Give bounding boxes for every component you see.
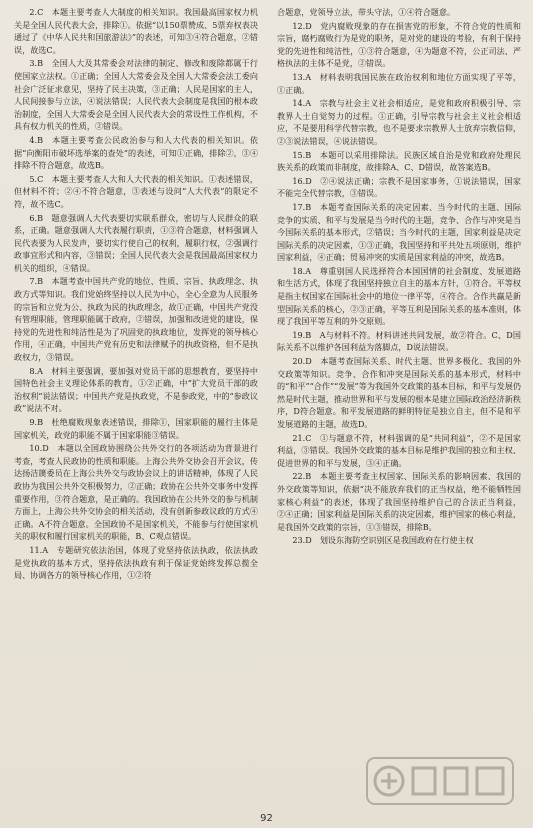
answer-paragraph: 7.B 本题考查中国共产党的地位、性质、宗旨、执政理念、执政方式等知识。我们党始终坚持以人民为中心，全心全意为人民服务的宗旨和立党为公、执政为民的执政理念，故①正确，中国共产党没有管理职能，管理职能属于政府，②错误，加强和改进党的建设，保持党的先进性和纯洁性是为了巩固党的执政地位，发挥党的领导核心作用，④正确，中国共产党有历史和法律赋予的执政资格，但不是执政权力，③错误。 [14, 276, 258, 363]
answer-paragraph: 21.C ①与题意不符，材料强调的是“共同利益”，②不是国家利益，③错误。我国外交政策的基本目标是维护我国的独立和主权、促进世界的和平与发展，③④正确。 [277, 432, 521, 468]
answer-paragraph: 8.A 材料主要强调，要加强对党员干部的思想教育，要坚持中国特色社会主义理论体系的教育，①②正确，中“扩大党员干部的政治权利”说法错误；中国共产党是执政党，不是参政党，中的“参政议政”说法不对。 [14, 365, 258, 414]
answer-paragraph: 20.D 本题考查国际关系、时代主题、世界多极化、我国的外交政策等知识。竞争、合作和冲突是国际关系的基本形式，材料中的“和平”“合作”“发展”等为我国外交政策的基本目标，和平与发展仍然是时代主题，推动世界和平与发展的根本是建立国际政治经济新秩序，D符合题意。和平发展道路的鲜明特征是独立自主，但不是和平发展道路的主题，故选D。 [277, 356, 521, 429]
answer-paragraph: 18.A 尊重别国人民选择符合本国国情的社会制度、发展道路和生活方式，体现了我国坚持独立自主的基本方针，①符合。平等权是指主权国家在国际社会中的地位一律平等，④符合。合作共赢是新型国际关系的核心，②③正确，平等互利是国际关系的基本准则，体现了我国平等互利的外交原则。 [277, 265, 521, 327]
page-number: 92 [260, 813, 273, 824]
answer-paragraph: 6.B 题意强调人大代表要切实联系群众，密切与人民群众的联系，正确。题意强调人大代表履行职责，①③符合题意，材料强调人民代表要为人民发声，要切实行使自己的权利，履职行权，②强调行政事宜形式和内容，③错误；全国人民代表大会是我国最高国家权力机关的组织，④错误。 [14, 212, 258, 273]
answer-paragraph: 16.D ②④说法正确；宗教不是国家事务，①说法错误，国家不能完全代替宗教，③错误。 [277, 175, 521, 199]
left-column [14, 6, 258, 806]
answer-paragraph: 12.D 党内腐败现象的存在损害党的形象，不符合党的性质和宗旨，腐朽腐败行为是党的职务，是对党的建设的考验，有利于保持党的先进性和纯洁性，①③符合题意，④为题意不符，公正司法、严格执法的主体不是党，②错误。 [277, 20, 521, 69]
answer-paragraph: 9.B 杜绝腐败现象表述错误，排除①，国家职能的履行主体是国家机关，政党的职能不属于国家职能③错误。 [14, 417, 258, 440]
answer-paragraph: 14.A 宗教与社会主义社会相适应，是党和政府积极引导、宗教界人士自觉努力的过程。①正确，引导宗教与社会主义社会相适应，不是要用科学代替宗教，也不是要求宗教界人士放弃宗教信仰，②③说法错误，④说法错误。 [277, 98, 521, 146]
answer-paragraph: 19.B A与材料不符。材料讲述共同发展，故②符合。C、D国际关系不以维护各国利益为落脚点，D说法错误。 [277, 329, 521, 353]
answer-paragraph: 23.D 划设东海防空识别区是我国政府在行使主权 [292, 535, 474, 546]
answer-paragraph: 15.B 本题可以采用排除法。民族区域自治是党和政府处理民族关系的政策而非制度，故排除A、C、D错误，故答案选B。 [277, 149, 521, 173]
answer-paragraph: 合题意，党领导立法，带头守法，①④符合题意。 [277, 7, 456, 17]
answer-paragraph: 2.C 本题主要考查人大制度的相关知识。我国最高国家权力机关是全国人民代表大会，排除①。依据“以150票赞成、5票弃权表决通过了《中华人民共和国旅游法》”的表述，可知③④符合题意，②错误，故选C。 [14, 7, 258, 55]
answer-paragraph: 5.C 本题主要考查人大和人大代表的相关知识。①表述错误，但材料不符；②④不符合题意，③表述与设问“人大代表”的限定不符，故不选C。 [14, 173, 258, 209]
answer-paragraph: 11.A 专题研究依法治国，体现了党坚持依法执政，依法执政是党执政的基本方式，坚持依法执政有利于保证党始终发挥总揽全局、协调各方的领导核心作用，①②符 [14, 544, 258, 581]
answer-paragraph: 13.A 材料表明我国民族在政治权利和地位方面实现了平等，①正确。 [277, 71, 521, 95]
answer-paragraph: 17.B 本题考查国际关系的决定因素、当今时代的主题、国际竞争的实质、和平与发展是当今时代的主题，竞争、合作与冲突是当今国际关系的基本形式，②错误；当今时代的主题，国家利益是决定国际关系的决定因素，①③正确，我国坚持和平共处五项原则，维护国家利益，④正确；贸易冲突的实质是国家利益的冲突，故选B。 [277, 201, 521, 263]
answer-paragraph: 4.B 本题主要考查公民政治参与和人大代表的相关知识。依据“向衡阳市破坏选举案的查处”的表述，可知①正确，排除②，③④排除不符合题意，故选B。 [14, 134, 258, 171]
answer-paragraph: 22.B 本题主要考查主权国家、国际关系的影响因素、我国的外交政策等知识，依据“决不能放弃我们的正当权益，绝不能牺牲国家核心利益”的表述，体现了我国坚持维护自己的合法正当利益，②④正确；国家利益是国际关系的决定因素，维护国家的核心利益，是我国外交政策的宗旨，①③错误，排除B。 [277, 471, 521, 532]
right-column [277, 6, 521, 806]
answer-paragraph: 10.D 本题以全国政协围绕公共外交行的各项活动为背景进行考查，考查人民政协的性质和职能。上海公共外交协会召开会议，传达扬洁篪委员在上海公共外交与政协会议上的讲话精神，体现了人民政协为我国公共外交积极努力，②正确；政协在公共外交事务中发挥重要作用，③符合题意，是正确的。我国政协在公共外交的参与机制方面上，上海公共外交协会的相关活动，没有创新参政议政的方式④正确。A不符合题意。全国政协不是国家机关，不能参与行使国家机关的职权和履行国家机关的职能，B、C观点错误。 [14, 443, 258, 542]
watermark-logo [365, 752, 515, 810]
answer-paragraph: 3.B 全国人大及其常委会对法律的制定、修改和废除都属于行使国家立法权。①正确；全国人大常委会及全国人大常委会法工委向社会广泛征求意见，坚持了民主决策，③正确；人民是国家的主人，人民间接参与立法，④说法错误；人民代表大会制度是我国的根本政治制度，全国人大常委会是全国人民代表大会的常设性工作机构，不具有权力机关的性质，②错误。 [14, 58, 258, 132]
